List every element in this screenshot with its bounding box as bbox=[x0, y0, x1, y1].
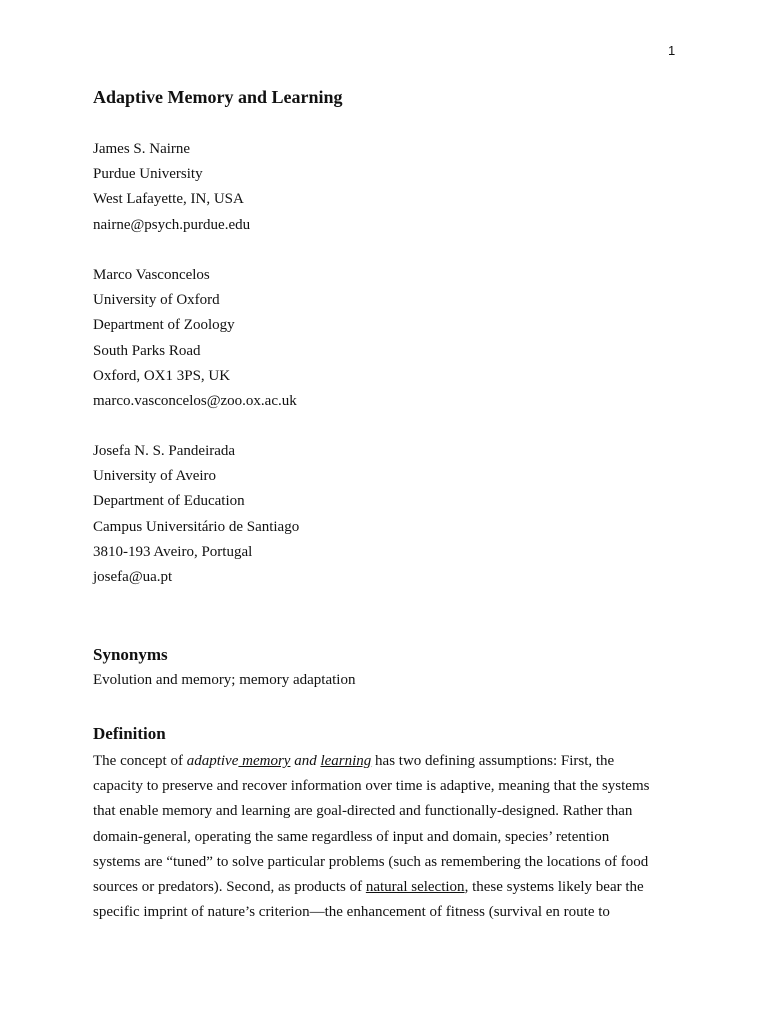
author-department: Department of Zoology bbox=[93, 317, 235, 334]
page-title: Adaptive Memory and Learning bbox=[93, 87, 343, 107]
author-affiliation: University of Oxford bbox=[93, 292, 220, 309]
author-email: marco.vasconcelos@zoo.ox.ac.uk bbox=[93, 393, 297, 410]
author-block-nairne bbox=[93, 137, 250, 238]
italic-term: adaptive bbox=[186, 753, 239, 769]
definition-paragraph bbox=[93, 749, 673, 925]
author-email: josefa@ua.pt bbox=[93, 569, 173, 586]
text-run: has two defining assumptions: First, the bbox=[371, 753, 615, 769]
author-location: 3810-193 Aveiro, Portugal bbox=[93, 543, 253, 560]
natural-selection-link[interactable]: natural selection bbox=[365, 879, 465, 896]
definition-line: systems are “tuned” to solve particular problems (such as remembering the locations of food bbox=[93, 853, 649, 870]
author-name: Marco Vasconcelos bbox=[93, 267, 210, 283]
definition-line: specific imprint of nature’s criterion—the enhancement of fitness (survival en route to bbox=[93, 904, 610, 921]
author-block-vasconcelos bbox=[93, 263, 297, 414]
definition-line bbox=[93, 749, 673, 774]
author-name: Josefa N. S. Pandeirada bbox=[93, 443, 236, 459]
text-run: sources or predators). Second, as products of bbox=[93, 879, 366, 896]
text-run: The concept of bbox=[93, 753, 187, 769]
definition-heading: Definition bbox=[93, 724, 166, 743]
definition-line bbox=[93, 875, 673, 900]
memory-link[interactable]: memory bbox=[238, 753, 291, 769]
learning-link[interactable]: learning bbox=[320, 753, 372, 769]
author-street: South Parks Road bbox=[93, 342, 201, 359]
author-affiliation: Purdue University bbox=[93, 166, 203, 183]
author-block-pandeirada bbox=[93, 439, 299, 590]
author-location: West Lafayette, IN, USA bbox=[93, 191, 244, 208]
author-email: nairne@psych.purdue.edu bbox=[93, 216, 251, 233]
definition-line: capacity to preserve and recover information over time is adaptive, meaning that the systems bbox=[93, 778, 650, 795]
synonyms-text: Evolution and memory; memory adaptation bbox=[93, 672, 356, 688]
author-campus: Campus Universitário de Santiago bbox=[93, 518, 300, 535]
definition-line: domain-general, operating the same regardless of input and domain, species’ retention bbox=[93, 828, 610, 845]
author-location: Oxford, OX1 3PS, UK bbox=[93, 367, 231, 384]
author-department: Department of Education bbox=[93, 493, 245, 510]
italic-term: and bbox=[290, 753, 321, 769]
definition-line: that enable memory and learning are goal-directed and functionally-designed. Rather than bbox=[93, 803, 633, 820]
author-affiliation: University of Aveiro bbox=[93, 468, 217, 485]
author-name: James S. Nairne bbox=[93, 141, 191, 157]
page-number: 1 bbox=[668, 43, 676, 58]
text-run: , these systems likely bear the bbox=[464, 879, 644, 896]
synonyms-heading: Synonyms bbox=[93, 645, 168, 664]
